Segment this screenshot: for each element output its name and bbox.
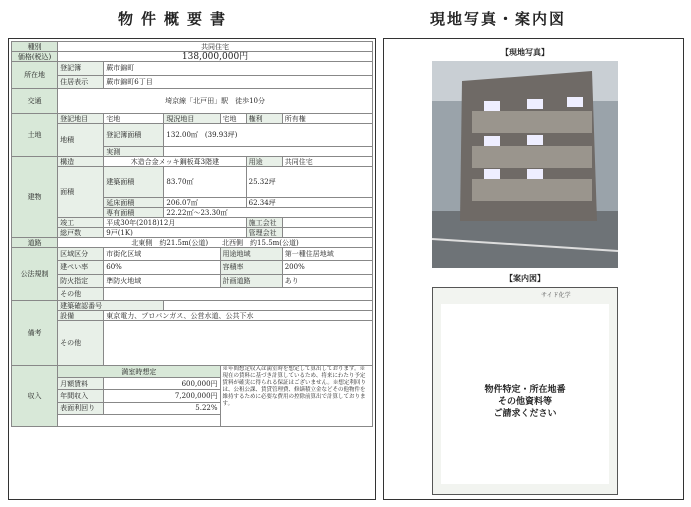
cell-label: 道路 bbox=[12, 238, 58, 248]
cell-label: 区域区分 bbox=[58, 248, 104, 261]
cell-value: 平成30年(2018)12月 bbox=[104, 218, 246, 228]
cell-label: 防火指定 bbox=[58, 274, 104, 287]
cell-value: 宅地 bbox=[104, 114, 164, 124]
cell-value: 9戸(1K) bbox=[104, 228, 246, 238]
cell-label: 計画道路 bbox=[220, 274, 282, 287]
cell-value: 60% bbox=[104, 261, 220, 274]
income-note: ※年間想定収入は満室時を想定して算出しております。※現在の賃料に基づき計算しているため、将来にわたり予定賃料が確実に得られる保証はございません。※想定利回りは、公租公課、賃貸管理費、修繕積立金などその他物件を維持するために必要な費用の控除前算出で計算しております。 bbox=[220, 366, 372, 427]
cell-label: 延床面積 bbox=[104, 198, 164, 208]
photo-caption: 【現地写真】 bbox=[501, 47, 549, 57]
cell-value: 北東側 約21.5m(公道) 北西側 約15.5m(公道) bbox=[58, 238, 373, 248]
cell-value: 22.22㎡～23.30㎡ bbox=[164, 208, 373, 218]
cell-label: 総戸数 bbox=[58, 228, 104, 238]
cell-label: その他 bbox=[58, 321, 104, 366]
cell-value: 埼京線「北戸田」駅 徒歩10分 bbox=[58, 89, 373, 114]
guide-map bbox=[432, 287, 618, 495]
cell-label: 年間収入 bbox=[58, 390, 104, 402]
cell-label: 管理会社 bbox=[246, 228, 282, 238]
cell-label: 専有面積 bbox=[104, 208, 164, 218]
cell-value: 5.22% bbox=[104, 402, 220, 414]
cell-label: その他 bbox=[58, 287, 104, 300]
map-corner-label: サイド化学 bbox=[541, 292, 571, 299]
photo-map-panel bbox=[383, 38, 684, 500]
cell-value: 東京電力、プロパンガス、公営水道、公共下水 bbox=[104, 311, 373, 321]
cell-label: 登記簿 bbox=[58, 62, 104, 76]
map-text-line: その他資料等 bbox=[497, 397, 552, 407]
cell-label: 実測 bbox=[104, 147, 164, 157]
cell-value: 準防火地域 bbox=[104, 274, 220, 287]
cell-label: 公法規制 bbox=[12, 248, 58, 301]
cell-value: 蕨市錦町6丁目 bbox=[104, 75, 373, 89]
cell-value: 7,200,000円 bbox=[104, 390, 220, 402]
cell-value: 第一種住居地域 bbox=[282, 248, 372, 261]
cell-label: 表面利回り bbox=[58, 402, 104, 414]
map-request-text bbox=[441, 384, 609, 420]
summary-table bbox=[11, 41, 373, 427]
cell-value: 600,000円 bbox=[104, 378, 220, 390]
cell-value: 所有権 bbox=[282, 114, 372, 124]
cell-value: 206.07㎡ bbox=[164, 198, 246, 208]
cell-label: 建築確認番号 bbox=[58, 301, 164, 311]
cell-label: 所在地 bbox=[12, 62, 58, 89]
cell-label: 竣工 bbox=[58, 218, 104, 228]
cell-label: 構造 bbox=[58, 157, 104, 167]
map-caption: 【案内図】 bbox=[505, 273, 545, 283]
building-photo bbox=[432, 61, 618, 268]
cell-label: 容積率 bbox=[220, 261, 282, 274]
cell-value: 200% bbox=[282, 261, 372, 274]
cell-value: 共同住宅 bbox=[282, 157, 372, 167]
cell-label: 登記地目 bbox=[58, 114, 104, 124]
price-value: 138,000,000円 bbox=[58, 52, 373, 62]
cell-value: 共同住宅 bbox=[58, 42, 373, 52]
left-title: 物件概要書 bbox=[118, 10, 234, 28]
right-title: 現地写真・案内図 bbox=[430, 10, 567, 28]
cell-label: 建築面積 bbox=[104, 167, 164, 198]
building-photo-drawing bbox=[432, 61, 618, 268]
cell-label: 登記簿面積 bbox=[104, 124, 164, 147]
cell-label: 交通 bbox=[12, 89, 58, 114]
cell-label: 設備 bbox=[58, 311, 104, 321]
cell-label: 権利 bbox=[246, 114, 282, 124]
cell-value: 蕨市錦町 bbox=[104, 62, 373, 76]
cell-value: 25.32坪 bbox=[246, 167, 372, 198]
cell-label: 施工会社 bbox=[246, 218, 282, 228]
cell-label: 種別 bbox=[12, 42, 58, 52]
cell-label: 地積 bbox=[58, 124, 104, 157]
cell-label: 土地 bbox=[12, 114, 58, 157]
cell-value: 62.34坪 bbox=[246, 198, 372, 208]
cell-label: 住居表示 bbox=[58, 75, 104, 89]
cell-value: 宅地 bbox=[220, 114, 246, 124]
cell-value: 市街化区域 bbox=[104, 248, 220, 261]
cell-label: 面積 bbox=[58, 167, 104, 218]
map-text-line: ご請求ください bbox=[493, 409, 557, 419]
map-mask bbox=[441, 304, 609, 484]
cell-label: 現況地目 bbox=[164, 114, 220, 124]
cell-value: 木造合金メッキ鋼板葺3階建 bbox=[104, 157, 246, 167]
cell-label: 月額賃料 bbox=[58, 378, 104, 390]
cell-value: 132.00㎡ (39.93坪) bbox=[164, 124, 373, 147]
cell-label: 用途 bbox=[246, 157, 282, 167]
cell-label: 満室時想定 bbox=[58, 366, 220, 378]
cell-label: 収入 bbox=[12, 366, 58, 427]
cell-value: あり bbox=[282, 274, 372, 287]
property-summary-sheet bbox=[8, 38, 376, 500]
cell-label: 建ぺい率 bbox=[58, 261, 104, 274]
cell-label: 価格(税込) bbox=[12, 52, 58, 62]
map-text-line: 物件特定・所在地番 bbox=[484, 385, 566, 395]
cell-label: 用途地域 bbox=[220, 248, 282, 261]
cell-value: 83.70㎡ bbox=[164, 167, 246, 198]
cell-label: 建物 bbox=[12, 157, 58, 238]
cell-label: 備考 bbox=[12, 301, 58, 366]
